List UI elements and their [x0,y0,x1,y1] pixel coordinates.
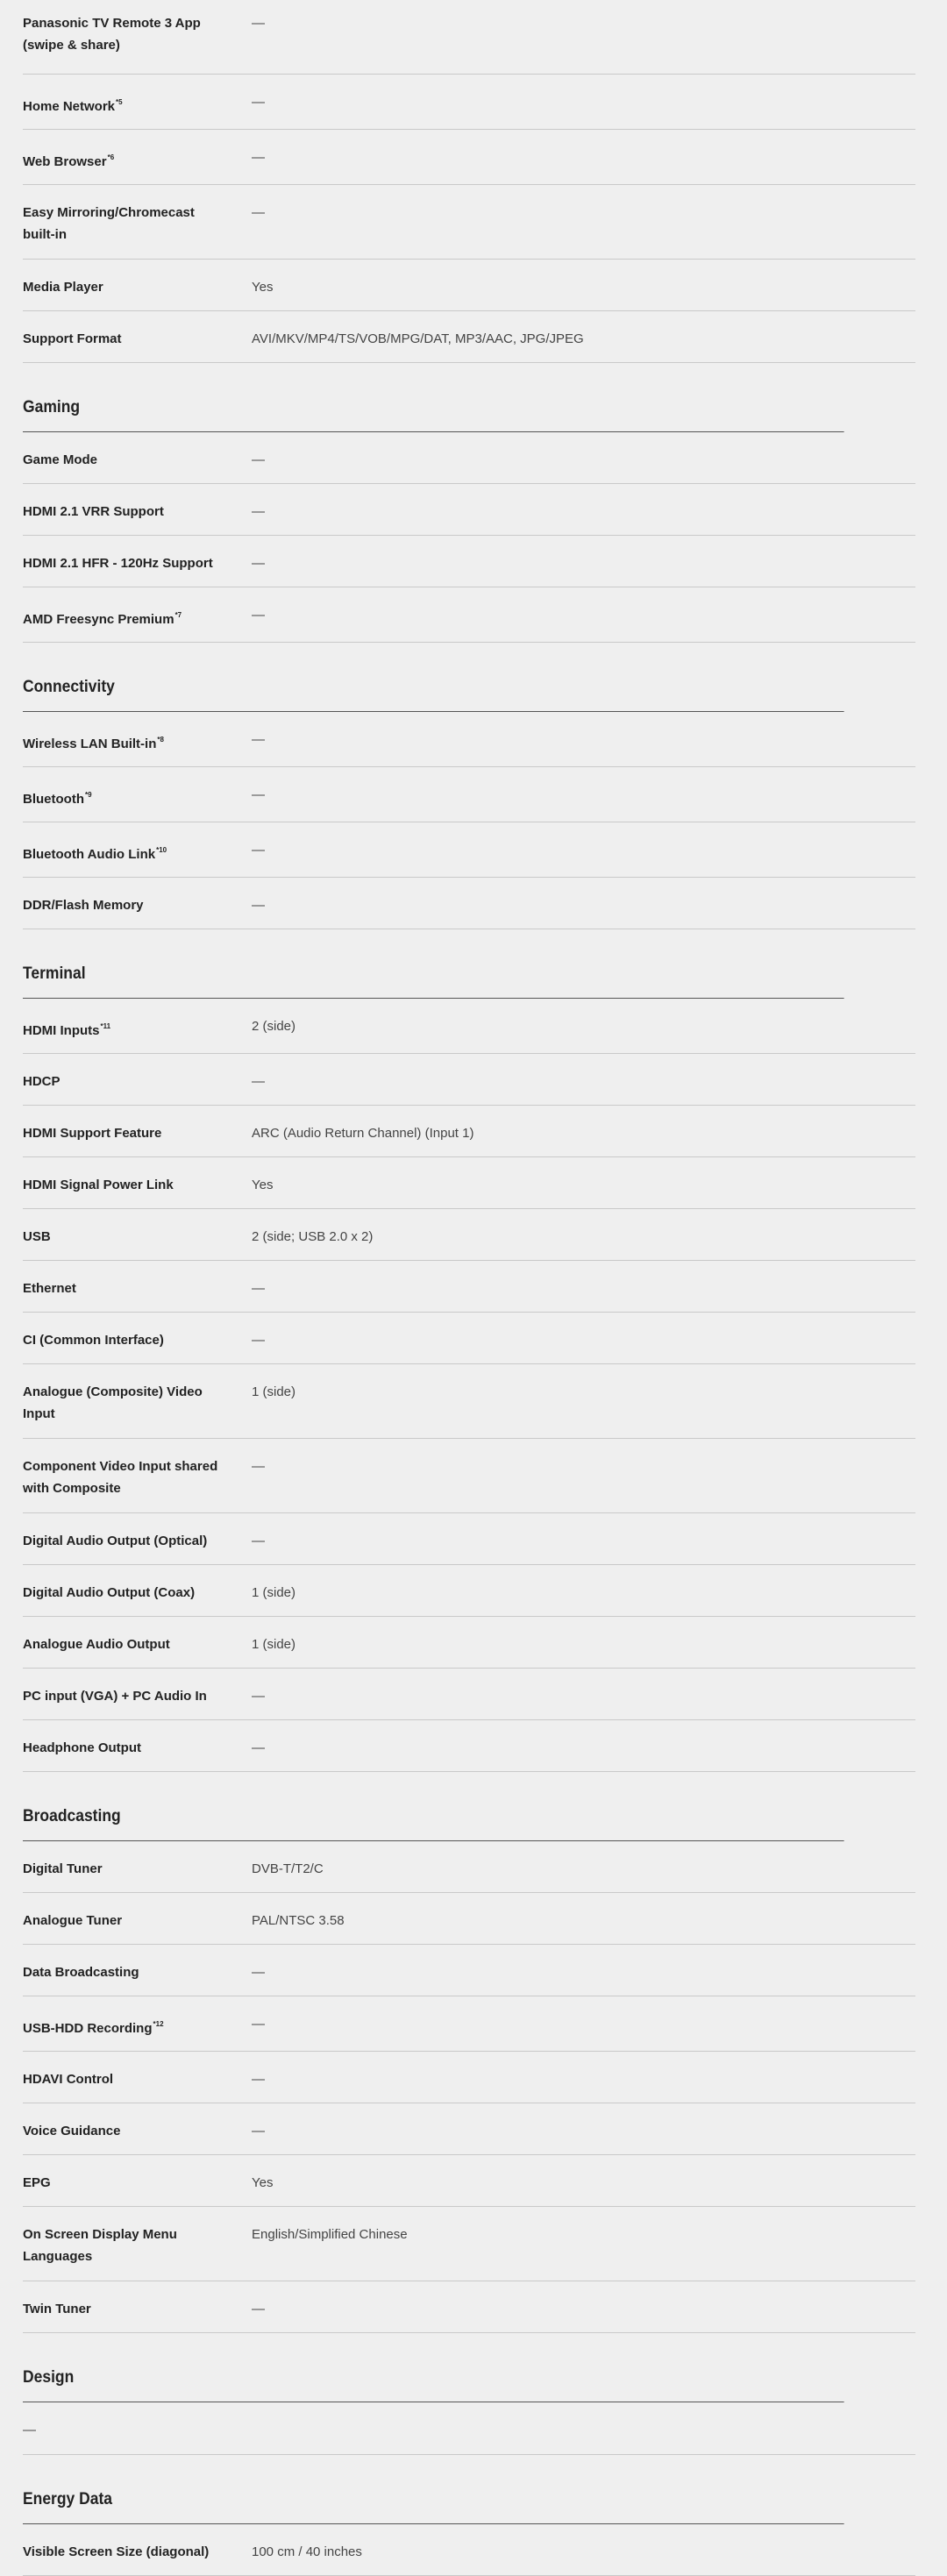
spec-row [23,1513,915,1565]
spec-value: 2 (side) [252,1019,296,1034]
spec-label [23,75,230,130]
spec-row [23,822,915,878]
spec-value: 1 (side) [252,1384,296,1399]
spec-value: — [252,1333,265,1348]
spec-value: — [252,1459,265,1474]
spec-value: — [252,2072,265,2087]
spec-value: — [252,1281,265,1296]
spec-value: Yes [252,1178,274,1192]
spec-label [23,130,230,185]
spec-label-text: Analogue Tuner [23,1913,123,1928]
spec-label-text: Voice Guidance [23,2124,121,2138]
spec-label [23,311,230,362]
section-plain-value: — [23,2402,915,2455]
spec-label [23,712,230,767]
footnote-marker: *5 [116,98,123,106]
spec-label-text: Home Network [23,99,116,114]
spec-row [23,1313,915,1364]
spec-label-text: HDAVI Control [23,2072,114,2087]
spec-value: — [252,2124,265,2138]
spec-value: 100 cm / 40 inches [252,2544,362,2559]
spec-value: — [252,1689,265,1704]
spec-value: Yes [252,280,274,295]
spec-row [23,484,915,536]
spec-value: ARC (Audio Return Channel) (Input 1) [252,1126,474,1141]
footnote-marker: *8 [157,736,164,744]
spec-value: — [252,608,265,623]
spec-label-text: HDCP [23,1074,61,1089]
spec-label [23,1106,230,1156]
spec-row [23,1945,915,1996]
spec-row [23,1106,915,1157]
spec-row [23,1054,915,1106]
spec-value: — [252,2302,265,2316]
spec-row [23,1261,915,1313]
spec-row [23,2207,915,2281]
spec-label [23,587,230,643]
spec-value: — [252,1074,265,1089]
spec-label-text: Easy Mirroring/Chromecast built-in [23,205,195,242]
spec-label [23,536,230,587]
section-title: Design [23,2333,844,2402]
spec-section [23,2455,915,2576]
spec-label [23,1261,230,1312]
spec-label-text: DDR/Flash Memory [23,898,144,913]
spec-value: 2 (side; USB 2.0 x 2) [252,1229,374,1244]
spec-value: — [252,95,265,110]
spec-label [23,2281,230,2332]
spec-label [23,432,230,483]
spec-value: — [252,732,265,747]
spec-label [23,767,230,822]
spec-row [23,1157,915,1209]
spec-label-text: Analogue Audio Output [23,1637,170,1652]
spec-row [23,1565,915,1617]
spec-value: English/Simplified Chinese [252,2227,408,2242]
spec-label-text: Visible Screen Size (diagonal) [23,2544,210,2559]
spec-row [23,1617,915,1669]
spec-row [23,1841,915,1893]
spec-section [23,363,915,643]
spec-row [23,878,915,929]
spec-value: Yes [252,2175,274,2190]
spec-value: PAL/NTSC 3.58 [252,1913,345,1928]
spec-row [23,1720,915,1772]
spec-value: — [252,1740,265,1755]
spec-value: 1 (side) [252,1585,296,1600]
spec-label-text: Media Player [23,280,103,295]
section-title: Connectivity [23,643,844,712]
spec-label-text: USB-HDD Recording [23,2021,153,2036]
spec-row [23,1669,915,1720]
spec-value: — [252,898,265,913]
spec-label [23,1054,230,1105]
spec-row [23,185,915,260]
spec-label-text: Web Browser [23,154,107,169]
spec-label-text: AMD Freesync Premium [23,612,174,627]
spec-label-text: Digital Audio Output (Coax) [23,1585,196,1600]
spec-value: — [252,452,265,467]
spec-label-text: On Screen Display Menu Languages [23,2227,177,2264]
spec-label-text: Bluetooth Audio Link [23,847,156,862]
spec-label-text: Bluetooth [23,792,84,807]
spec-section [23,1772,915,2333]
spec-value: 1 (side) [252,1637,296,1652]
spec-label-text: Ethernet [23,1281,76,1296]
spec-value: — [252,205,265,220]
spec-label [23,999,230,1054]
spec-label [23,1565,230,1616]
spec-label-text: Support Format [23,331,122,346]
spec-label [23,1364,230,1437]
spec-label [23,2524,230,2575]
spec-value: — [252,1534,265,1548]
section-title: Gaming [23,363,844,432]
spec-label-text: HDMI 2.1 HFR - 120Hz Support [23,556,213,571]
spec-label-text: HDMI 2.1 VRR Support [23,504,164,519]
spec-label [23,822,230,878]
spec-label [23,1669,230,1719]
spec-label-text: Analogue (Composite) Video Input [23,1384,203,1421]
spec-label [23,260,230,310]
section-title: Terminal [23,929,844,999]
spec-label-text: Twin Tuner [23,2302,91,2316]
spec-row [23,2103,915,2155]
spec-label [23,2052,230,2103]
spec-value: AVI/MKV/MP4/TS/VOB/MPG/DAT, MP3/AAC, JPG/JPEG [252,331,584,346]
spec-label [23,1513,230,1564]
spec-label-text: HDMI Signal Power Link [23,1178,174,1192]
spec-label [23,1996,230,2052]
footnote-marker: *10 [156,846,167,854]
spec-label [23,1439,230,1512]
spec-value: — [252,16,265,31]
spec-label [23,1720,230,1771]
spec-row [23,767,915,822]
spec-label-text: Component Video Input shared with Composite [23,1459,218,1496]
spec-label [23,484,230,535]
footnote-marker: *7 [174,611,182,619]
spec-label [23,878,230,929]
footnote-marker: *6 [107,153,115,161]
section-title: Broadcasting [23,1772,844,1841]
spec-label-text: USB [23,1229,51,1244]
spec-section [23,0,915,363]
spec-label-text: Game Mode [23,452,98,467]
spec-label [23,1157,230,1208]
spec-label-text: Panasonic TV Remote 3 App (swipe & share) [23,16,201,53]
spec-label-text: Digital Tuner [23,1861,103,1876]
spec-row [23,2524,915,2576]
spec-label [23,1617,230,1668]
footnote-marker: *11 [100,1022,111,1030]
spec-value: — [252,1965,265,1980]
spec-row [23,311,915,363]
spec-value: — [252,556,265,571]
spec-row [23,712,915,767]
spec-value: — [252,787,265,802]
spec-row [23,1893,915,1945]
spec-row [23,999,915,1054]
footnote-marker: *12 [153,2020,164,2028]
spec-row [23,432,915,484]
spec-label-text: CI (Common Interface) [23,1333,164,1348]
spec-label-text: HDMI Support Feature [23,1126,162,1141]
spec-section [23,643,915,929]
spec-label [23,1893,230,1944]
spec-label-text: EPG [23,2175,51,2190]
spec-row [23,2281,915,2333]
spec-row [23,587,915,643]
spec-row [23,260,915,311]
spec-label [23,0,230,68]
spec-label-text: HDMI Inputs [23,1023,100,1038]
spec-row [23,1996,915,2052]
spec-label [23,2155,230,2206]
spec-value: — [252,843,265,857]
spec-value: — [252,150,265,165]
spec-label-text: Data Broadcasting [23,1965,139,1980]
spec-label-text: PC input (VGA) + PC Audio In [23,1689,207,1704]
spec-value: DVB-T/T2/C [252,1861,324,1876]
spec-label [23,1841,230,1892]
spec-row [23,1439,915,1513]
spec-label [23,1313,230,1363]
spec-row [23,1209,915,1261]
spec-label [23,1209,230,1260]
spec-value: — [252,504,265,519]
spec-section [23,2333,915,2455]
spec-label-text: Wireless LAN Built-in [23,737,157,751]
section-title: Energy Data [23,2455,844,2524]
spec-row [23,75,915,130]
spec-row [23,0,915,75]
spec-row [23,2155,915,2207]
spec-label-text: Digital Audio Output (Optical) [23,1534,208,1548]
spec-row [23,130,915,185]
spec-label [23,2207,230,2280]
spec-label [23,2103,230,2154]
spec-value: — [252,2017,265,2032]
spec-label-text: Headphone Output [23,1740,141,1755]
spec-row [23,2052,915,2103]
spec-row [23,536,915,587]
spec-section [23,929,915,1772]
spec-row [23,1364,915,1439]
spec-label [23,1945,230,1996]
spec-label [23,185,230,258]
footnote-marker: *9 [84,791,92,799]
